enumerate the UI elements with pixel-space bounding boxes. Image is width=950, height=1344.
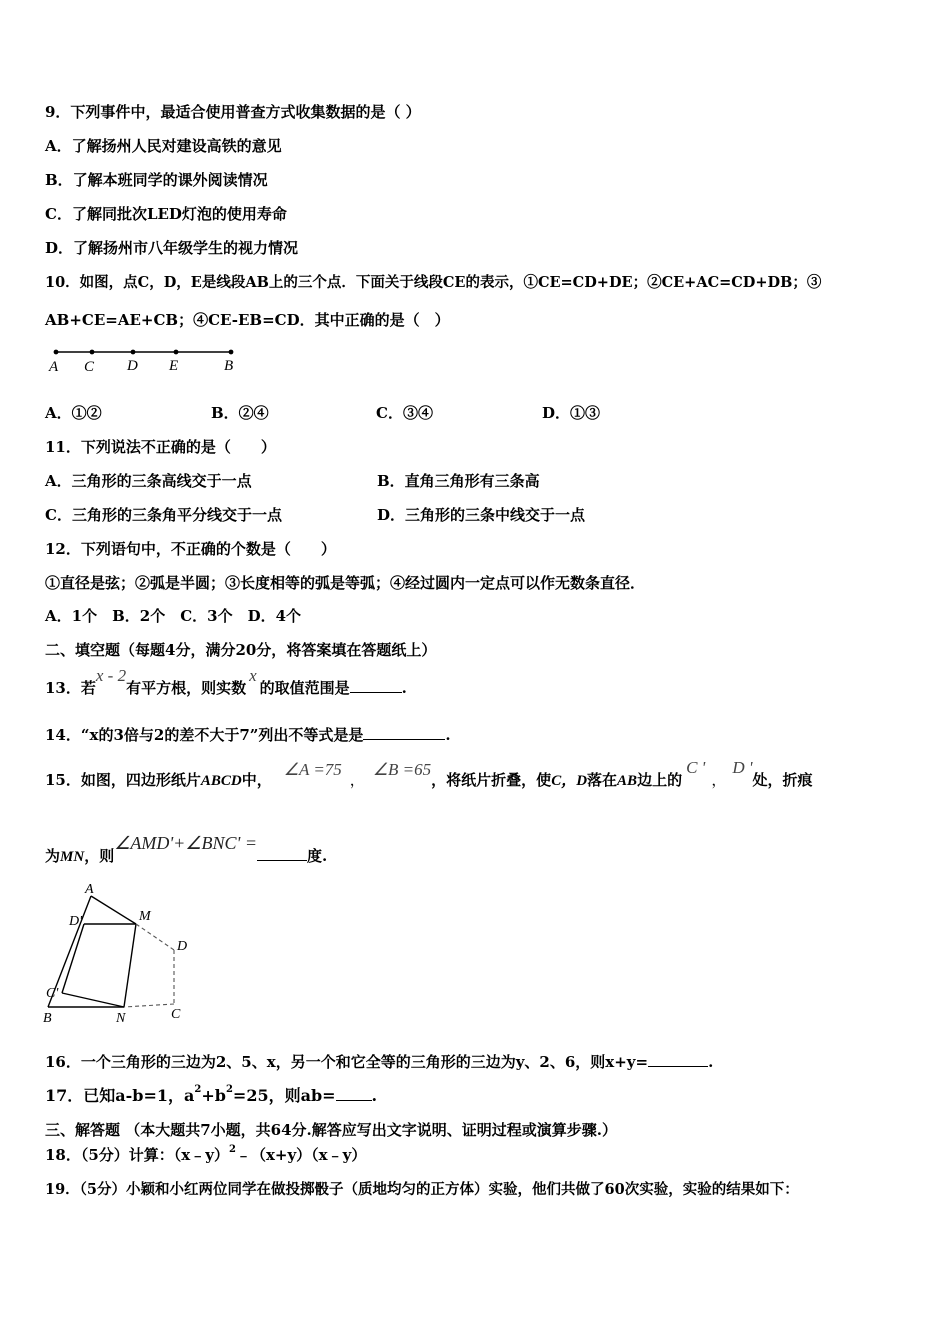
q15-mid2: ，将纸片折叠，使	[431, 771, 552, 789]
section2-heading: 二、填空题（每题4分，满分20分，将答案填在答题纸上）	[45, 641, 437, 659]
q9-option-b: B．了解本班同学的课外阅读情况	[45, 171, 268, 189]
edge-m-n	[124, 924, 136, 1007]
q18-sup: 2	[228, 1144, 236, 1155]
edge-cp-n	[62, 993, 124, 1007]
q16-end: .	[708, 1053, 714, 1071]
q15-line2b: ，则	[84, 847, 115, 865]
q15-pts: C，D	[551, 773, 588, 789]
q12-options: A．1个 B．2个 C．3个 D．4个	[45, 607, 302, 625]
q14-answer-blank	[363, 724, 445, 740]
q15-mid3: 落在	[587, 771, 618, 789]
q13-end: .	[401, 679, 407, 697]
point-b	[229, 350, 234, 355]
q15-mid1: 中，	[241, 771, 272, 789]
q12-body: ①直径是弦；②弧是半圆；③长度相等的弧是等弧；④经过圆内一定点可以作无数条直径．	[45, 574, 646, 592]
edge-a-m	[91, 896, 136, 924]
q19-text: 19．（5分）小颖和小红两位同学在做投掷骰子（质地均匀的正方体）实验，他们共做了60次实验，实验的结果如下：	[45, 1181, 799, 1198]
label-m: M	[139, 909, 151, 924]
point-d	[131, 350, 136, 355]
q13-mid: 有平方根，则实数	[126, 679, 247, 697]
q10-stem-line1: 10．如图，点C，D，E是线段AB上的三个点．下面关于线段CE的表示，①CE=CD+DE；②CE+AC=CD+DB；③	[45, 274, 822, 291]
q15-ab: AB	[617, 773, 638, 789]
q17-prefix: 17．已知a-b=1，a	[45, 1086, 195, 1105]
q15-line2a: 为	[45, 847, 61, 865]
q15-sep: ，	[349, 771, 365, 789]
q15-mid4: 边上的	[637, 771, 683, 789]
q13-line	[45, 666, 407, 698]
label-b: B	[224, 358, 234, 374]
q15-mn: MN	[60, 849, 85, 865]
section3-heading: 三、解答题 （本大题共7小题，共64分.解答应写出文字说明、证明过程或演算步骤.）	[45, 1121, 617, 1139]
dashed-c-n	[124, 1004, 174, 1007]
label-n: N	[116, 1011, 126, 1026]
q10-option-d: D．①③	[542, 404, 601, 422]
q14-text: 14．“x的3倍与2的差不大于7”列出不等式是是	[45, 726, 364, 744]
q15-comma2: ，	[711, 771, 727, 789]
point-c	[90, 350, 95, 355]
q10-segment-figure	[44, 342, 244, 378]
q11-option-a: A．三角形的三条高线交于一点	[45, 472, 252, 490]
q16-text: 16．一个三角形的三边为2、5、x，另一个和它全等的三角形的三边为y、2、6，则x+y=	[45, 1053, 649, 1071]
label-a: A	[49, 359, 59, 375]
label-d: D	[177, 939, 188, 954]
q13-prefix: 13．若	[45, 679, 96, 697]
q13-suffix: 的取值范围是	[259, 679, 350, 697]
label-d-prime: D'	[69, 914, 83, 929]
edge-dp-cp	[62, 924, 84, 993]
q10-option-b: B．②④	[211, 404, 269, 422]
point-a	[54, 350, 59, 355]
q11-option-d: D．三角形的三条中线交于一点	[377, 506, 586, 524]
q17-answer-blank	[336, 1085, 372, 1101]
q11-option-b: B．直角三角形有三条高	[377, 472, 540, 490]
q16-line	[45, 1051, 713, 1072]
q17-mid: +b	[201, 1086, 226, 1105]
point-e	[174, 350, 179, 355]
q17-sup1: 2	[194, 1084, 202, 1095]
q15-quadrilateral-figure	[40, 880, 200, 1028]
q18-prefix: 18．（5分）计算：（x﹣y）	[45, 1146, 229, 1164]
q16-answer-blank	[648, 1051, 708, 1067]
q9-option-d: D．了解扬州市八年级学生的视力情况	[45, 239, 299, 257]
label-c-prime: C'	[46, 986, 59, 1001]
q15-shape: ABCD	[200, 773, 242, 789]
label-d: D	[127, 358, 138, 374]
q13-var: x	[249, 666, 257, 685]
label-a: A	[85, 882, 94, 897]
q10-stem-line2: AB+CE=AE+CB；④CE-EB=CD．其中正确的是（ ）	[45, 311, 450, 329]
q14-line	[45, 724, 451, 745]
q15-answer-blank	[257, 845, 307, 861]
label-b: B	[43, 1011, 52, 1026]
q15-mid5: 处，折痕	[752, 771, 813, 789]
q9-stem: 9．下列事件中，最适合使用普查方式收集数据的是（ ）	[45, 103, 421, 121]
q9-option-c: C．了解同批次LED灯泡的使用寿命	[45, 205, 287, 223]
q10-option-c: C．③④	[376, 404, 433, 422]
q12-stem: 12．下列语句中，不正确的个数是（ ）	[45, 540, 336, 558]
q13-answer-blank	[350, 677, 402, 693]
q18-suffix: ﹣（x+y）（x﹣y）	[235, 1146, 367, 1164]
label-e: E	[169, 358, 179, 374]
q11-option-c: C．三角形的三条角平分线交于一点	[45, 506, 282, 524]
q15-prefix: 15．如图，四边形纸片	[45, 771, 201, 789]
q15-line2	[45, 833, 328, 867]
q15-cprime: C '	[686, 758, 706, 777]
q9-option-a: A．了解扬州人民对建设高铁的意见	[45, 137, 282, 155]
q17-line	[45, 1085, 377, 1106]
q15-expr: ∠AMD'+∠BNC' =	[114, 833, 257, 853]
dashed-m-d	[136, 924, 174, 950]
q13-expr: x - 2	[95, 666, 127, 685]
q10-option-a: A．①②	[45, 404, 102, 422]
q17-sup2: 2	[225, 1084, 233, 1095]
q11-stem: 11．下列说法不正确的是（ ）	[45, 438, 276, 456]
label-c: C	[84, 359, 95, 375]
q17-suffix: =25，则ab=	[232, 1086, 336, 1105]
q15-unit: 度.	[306, 847, 328, 865]
q18-line	[45, 1145, 366, 1165]
q17-end: .	[371, 1086, 378, 1105]
label-c: C	[171, 1007, 181, 1022]
q15-line1	[45, 758, 813, 791]
q15-angle-b: ∠B =65	[372, 760, 432, 779]
q15-angle-a: ∠A =75	[283, 760, 342, 779]
q15-dprime: D '	[732, 758, 753, 777]
q14-end: .	[445, 726, 451, 744]
